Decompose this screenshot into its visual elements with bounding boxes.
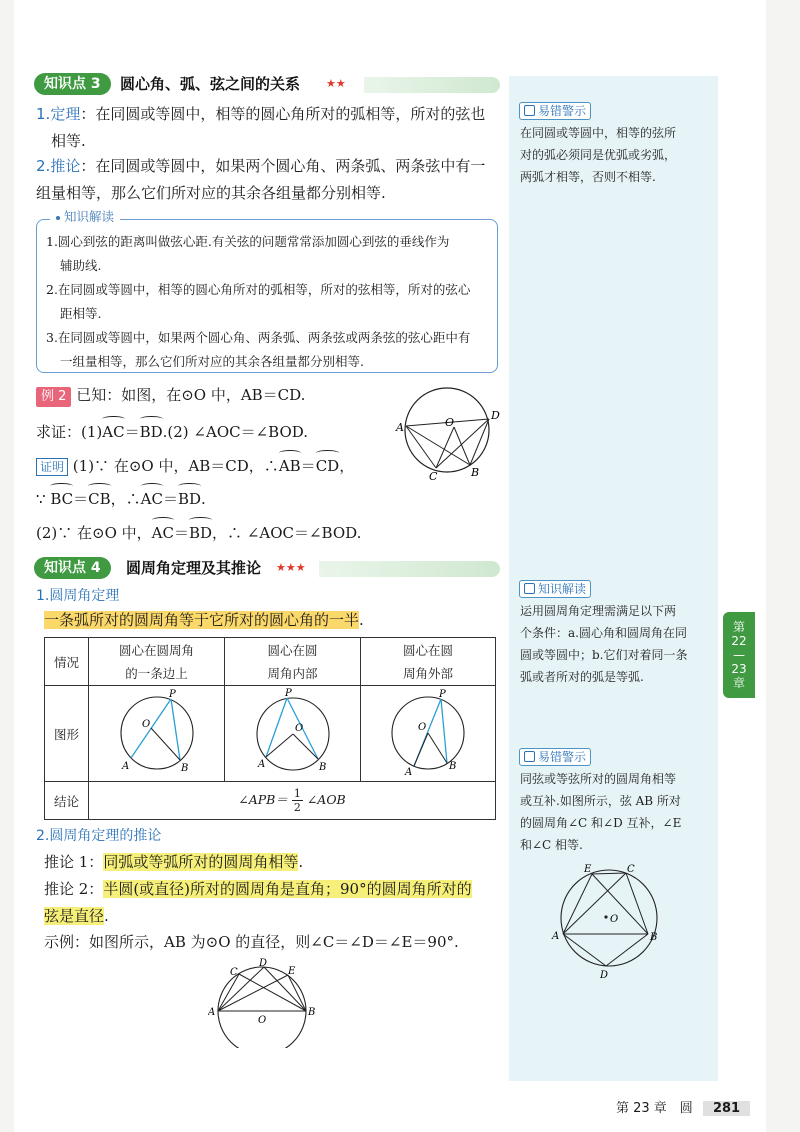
section3-stars: ★★ bbox=[326, 77, 346, 90]
chord-db bbox=[606, 934, 648, 966]
cor2-highlight: 半圆(或直径)所对的圆周角是直角；90°的圆周角所对的 bbox=[103, 880, 472, 898]
label-b: B bbox=[650, 932, 658, 943]
chord-cb bbox=[626, 873, 648, 934]
side-line: 两弧才相等，否则不相等. bbox=[520, 170, 656, 184]
sidebar-interp-tag bbox=[519, 580, 591, 598]
chord-cb bbox=[239, 974, 306, 1011]
frac-den: 2 bbox=[293, 801, 301, 814]
cor2-highlight: 弦是直径 bbox=[44, 907, 105, 925]
tab-text: — bbox=[733, 648, 745, 662]
item2-num: 2. bbox=[36, 157, 51, 175]
label-a: A bbox=[121, 761, 129, 772]
proof-text: (1)∵ 在⊙O 中，AB＝CD，∴ bbox=[72, 457, 279, 475]
theorem-statement bbox=[44, 607, 364, 634]
interp-line: 3.在同圆或等圆中，如果两个圆心角、两条弧、两条弦或两条弦的弦心距中有 bbox=[46, 330, 471, 345]
example2-given-text: 已知：如图，在⊙O 中，AB＝CD. bbox=[76, 386, 306, 404]
label-b: B bbox=[308, 1007, 316, 1018]
label-p: P bbox=[284, 688, 292, 699]
arc-symbol: AC bbox=[141, 486, 163, 513]
section3-title: 圆心角、弧、弦之间的关系 bbox=[120, 75, 301, 93]
label-e: E bbox=[584, 864, 592, 875]
chord-ad bbox=[563, 934, 606, 966]
label-o: O bbox=[294, 723, 303, 734]
sidebar-interp-text bbox=[520, 600, 715, 688]
example2-figure bbox=[392, 385, 504, 485]
comparison-table bbox=[44, 637, 496, 820]
example2-tag: 例 2 bbox=[36, 387, 71, 407]
proof-tag: 证明 bbox=[36, 458, 68, 476]
case-text: 圆心在圆 bbox=[402, 642, 453, 658]
row-label-case: 情况 bbox=[45, 638, 89, 686]
warn2-label: 易错警示 bbox=[538, 750, 587, 764]
case-on-side bbox=[89, 638, 225, 686]
sidebar-warning-tag-2 bbox=[519, 748, 591, 766]
side-line: 运用圆周角定理需满足以下两 bbox=[520, 604, 677, 618]
example2-given bbox=[36, 382, 305, 409]
circle bbox=[218, 967, 306, 1048]
side-line: 的圆周角∠C 和∠D 互补，∠E bbox=[520, 816, 682, 830]
page-footer bbox=[616, 1097, 750, 1116]
table-row bbox=[45, 686, 496, 782]
label-p: P bbox=[168, 689, 176, 700]
cor2-end: . bbox=[104, 907, 109, 925]
corollary-1 bbox=[44, 849, 303, 876]
label-b: B bbox=[180, 763, 188, 774]
label-a: A bbox=[405, 767, 413, 777]
row-label-conclusion: 结论 bbox=[45, 782, 89, 820]
item1-num: 1. bbox=[36, 105, 51, 123]
figure-cell-2 bbox=[225, 686, 361, 782]
cor1-end: . bbox=[298, 853, 304, 871]
side-line: 和∠C 相等. bbox=[520, 838, 583, 852]
eq: ＝ bbox=[300, 457, 316, 475]
side-line: 弧或者所对的弧是等弧. bbox=[520, 670, 644, 684]
fraction-half bbox=[292, 787, 303, 814]
arc-symbol: AC bbox=[152, 520, 174, 547]
example2-prove bbox=[36, 419, 308, 446]
label-o: O bbox=[418, 722, 427, 733]
label-b: B bbox=[318, 762, 326, 773]
corollary-2 bbox=[44, 876, 504, 930]
subheading-2: 2.圆周角定理的推论 bbox=[36, 828, 162, 844]
conclusion-cell bbox=[89, 782, 496, 820]
side-line: 同弦或等弦所对的圆周角相等 bbox=[520, 772, 677, 786]
case-text: 周角外部 bbox=[402, 665, 453, 681]
arc-symbol: CB bbox=[88, 486, 111, 513]
circle bbox=[121, 697, 193, 769]
label-c: C bbox=[429, 470, 438, 483]
table-row bbox=[45, 782, 496, 820]
proof-text: . bbox=[201, 490, 206, 508]
side-line: 个条件：a.圆心角和圆周角在同 bbox=[520, 626, 687, 640]
chord-ad bbox=[218, 967, 264, 1011]
figure-cell-3 bbox=[361, 686, 496, 782]
arc-symbol: BC bbox=[50, 486, 73, 513]
arc-symbol: AB bbox=[279, 453, 301, 480]
proof-line1 bbox=[36, 453, 354, 480]
interpretation-tag bbox=[50, 208, 120, 226]
eq: ＝ bbox=[73, 490, 89, 508]
radius-ob bbox=[293, 734, 318, 759]
section4-stars: ★★★ bbox=[276, 561, 306, 574]
label-o: O bbox=[141, 719, 150, 730]
figure-inside bbox=[238, 687, 348, 777]
radius-oa bbox=[414, 733, 428, 766]
tab-text: 第 bbox=[732, 620, 745, 634]
item1-line2: 相等. bbox=[51, 132, 86, 150]
cor1-highlight: 同弧或等弧所对的圆周角相等 bbox=[103, 853, 299, 871]
case-text: 周角内部 bbox=[267, 665, 318, 681]
figure-outside bbox=[373, 687, 483, 777]
eq: ＝ bbox=[124, 423, 140, 441]
label-o: O bbox=[445, 416, 455, 429]
label-o: O bbox=[610, 914, 619, 925]
case-text: 圆心在圆 bbox=[267, 642, 318, 658]
cor2-label: 推论 2： bbox=[44, 880, 104, 898]
side-line: 圆或等圆中；b.它们对着同一条 bbox=[520, 648, 688, 662]
proof-text: (2)∵ 在⊙O 中， bbox=[36, 524, 152, 542]
row-label-figure: 图形 bbox=[45, 686, 89, 782]
label-p: P bbox=[439, 689, 446, 700]
arc-symbol: BD bbox=[140, 419, 163, 446]
table-row bbox=[45, 638, 496, 686]
case-text: 的一条边上 bbox=[125, 665, 188, 681]
label-c: C bbox=[627, 864, 635, 875]
chapter-tab[interactable] bbox=[723, 612, 755, 698]
case-text: 圆心在圆周角 bbox=[118, 642, 194, 658]
label-o: O bbox=[258, 1015, 267, 1026]
tab-text: 章 bbox=[732, 676, 745, 690]
item2-line2: 组量相等，那么它们所对应的其余各组量都分别相等. bbox=[36, 184, 386, 202]
example-text: 示例：如图所示，AB 为⊙O 的直径，则∠C＝∠D＝∠E＝90°. bbox=[44, 933, 459, 951]
label-b: B bbox=[471, 466, 480, 479]
arc-symbol: AC bbox=[102, 419, 124, 446]
label-d: D bbox=[491, 409, 500, 422]
radius-oc bbox=[436, 427, 454, 468]
conclusion-left: ∠APB＝ bbox=[238, 792, 288, 807]
chord-bd bbox=[470, 419, 489, 465]
item2-line1: ：在同圆或等圆中，如果两个圆心角、两条弧、两条弦中有一 bbox=[80, 157, 486, 175]
case-outside bbox=[361, 638, 496, 686]
interp-line: 1.圆心到弦的距离叫做弦心距.有关弦的问题常常添加圆心到弦的垂线作为 bbox=[46, 234, 450, 249]
diameter-figure bbox=[208, 958, 320, 1048]
figure-on-side bbox=[102, 687, 212, 777]
sidebar-figure bbox=[548, 862, 668, 980]
interpretation-text bbox=[46, 230, 492, 374]
tab-text: 22 bbox=[731, 634, 747, 648]
label-a: A bbox=[208, 1007, 216, 1018]
arc-symbol: CD bbox=[316, 453, 340, 480]
item1-label: 定理 bbox=[50, 105, 81, 123]
interp-line: 一组量相等，那么它们所对应的其余各组量都分别相等. bbox=[60, 354, 364, 369]
item1-line1: ：在同圆或等圆中，相等的圆心角所对的弧相等，所对的弦也 bbox=[80, 105, 486, 123]
label-a: A bbox=[257, 759, 265, 770]
proof-text: ，∴ bbox=[110, 490, 141, 508]
eq: ＝ bbox=[162, 490, 178, 508]
arc-symbol: BD bbox=[178, 486, 201, 513]
case-inside bbox=[225, 638, 361, 686]
prove-rest: .(2) ∠AOC＝∠BOD. bbox=[162, 423, 309, 441]
page-number: 281 bbox=[703, 1101, 750, 1116]
warn1-label: 易错警示 bbox=[538, 104, 587, 118]
section3-bar bbox=[364, 77, 500, 93]
item2-label: 推论 bbox=[50, 157, 81, 175]
label-e: E bbox=[288, 966, 296, 977]
section4-title: 圆周角定理及其推论 bbox=[126, 559, 262, 577]
chord-ae bbox=[563, 874, 592, 934]
dot-icon bbox=[56, 216, 60, 220]
chord-ac bbox=[406, 426, 436, 468]
label-d: D bbox=[259, 958, 268, 969]
label-a: A bbox=[552, 931, 560, 942]
section4-header bbox=[34, 555, 500, 581]
interp-line: 距相等. bbox=[60, 306, 102, 321]
cor1-label: 推论 1： bbox=[44, 853, 104, 871]
theorem-end: . bbox=[359, 611, 364, 629]
footer-chapter: 第 23 章 圆 bbox=[616, 1101, 693, 1116]
label-d: D bbox=[600, 970, 609, 980]
section4-bar bbox=[319, 561, 500, 577]
proof-text: ∵ bbox=[36, 490, 46, 508]
warning-icon bbox=[524, 105, 535, 116]
section4-pill: 知识点 4 bbox=[34, 557, 111, 579]
side-line: 在同圆或等圆中，相等的弦所 bbox=[520, 126, 677, 140]
label-a: A bbox=[396, 421, 404, 434]
center-dot bbox=[604, 915, 607, 918]
frac-num: 1 bbox=[293, 787, 301, 800]
eq: ＝ bbox=[173, 524, 189, 542]
proof-text: ，∴ ∠AOC＝∠BOD. bbox=[212, 524, 362, 542]
sidebar-warning-tag-1 bbox=[519, 102, 591, 120]
chord-eb bbox=[592, 874, 648, 934]
theorem-highlight: 一条弧所对的圆周角等于它所对的圆心角的一半 bbox=[44, 611, 360, 629]
label-c: C bbox=[230, 967, 238, 978]
interpretation-tag-label: 知识解读 bbox=[64, 209, 115, 224]
section3-header bbox=[34, 71, 500, 97]
section3-pill: 知识点 3 bbox=[34, 73, 111, 95]
chord-ec bbox=[592, 873, 626, 874]
proof-text: ， bbox=[339, 457, 355, 475]
conclusion-right: ∠AOB bbox=[306, 792, 346, 807]
sidebar-warning-text-1 bbox=[520, 122, 715, 188]
proof-line2 bbox=[36, 486, 206, 513]
chord-pb bbox=[441, 699, 447, 763]
radius-ob bbox=[454, 427, 470, 465]
prove-prefix: 求证：(1) bbox=[36, 423, 103, 441]
subheading-1: 1.圆周角定理 bbox=[36, 588, 120, 604]
warning-icon bbox=[524, 751, 535, 762]
figure-cell-1 bbox=[89, 686, 225, 782]
label-b: B bbox=[449, 761, 457, 772]
tab-text: 23 bbox=[731, 662, 747, 676]
proof-line3 bbox=[36, 520, 361, 547]
side-line: 或互补.如图所示，弦 AB 所对 bbox=[520, 794, 681, 808]
theorem-item bbox=[36, 101, 501, 155]
arc-symbol: BD bbox=[189, 520, 212, 547]
book-icon bbox=[524, 583, 535, 594]
corollary-item bbox=[36, 153, 501, 207]
side-line: 对的弧必须同是优弧或劣弧， bbox=[520, 148, 677, 162]
interp-line: 辅助线. bbox=[60, 258, 102, 273]
sidebar-warning-text-2 bbox=[520, 768, 715, 856]
interp-label: 知识解读 bbox=[538, 582, 587, 596]
interp-line: 2.在同圆或等圆中，相等的圆心角所对的弧相等，所对的弦相等，所对的弦心 bbox=[46, 282, 471, 297]
